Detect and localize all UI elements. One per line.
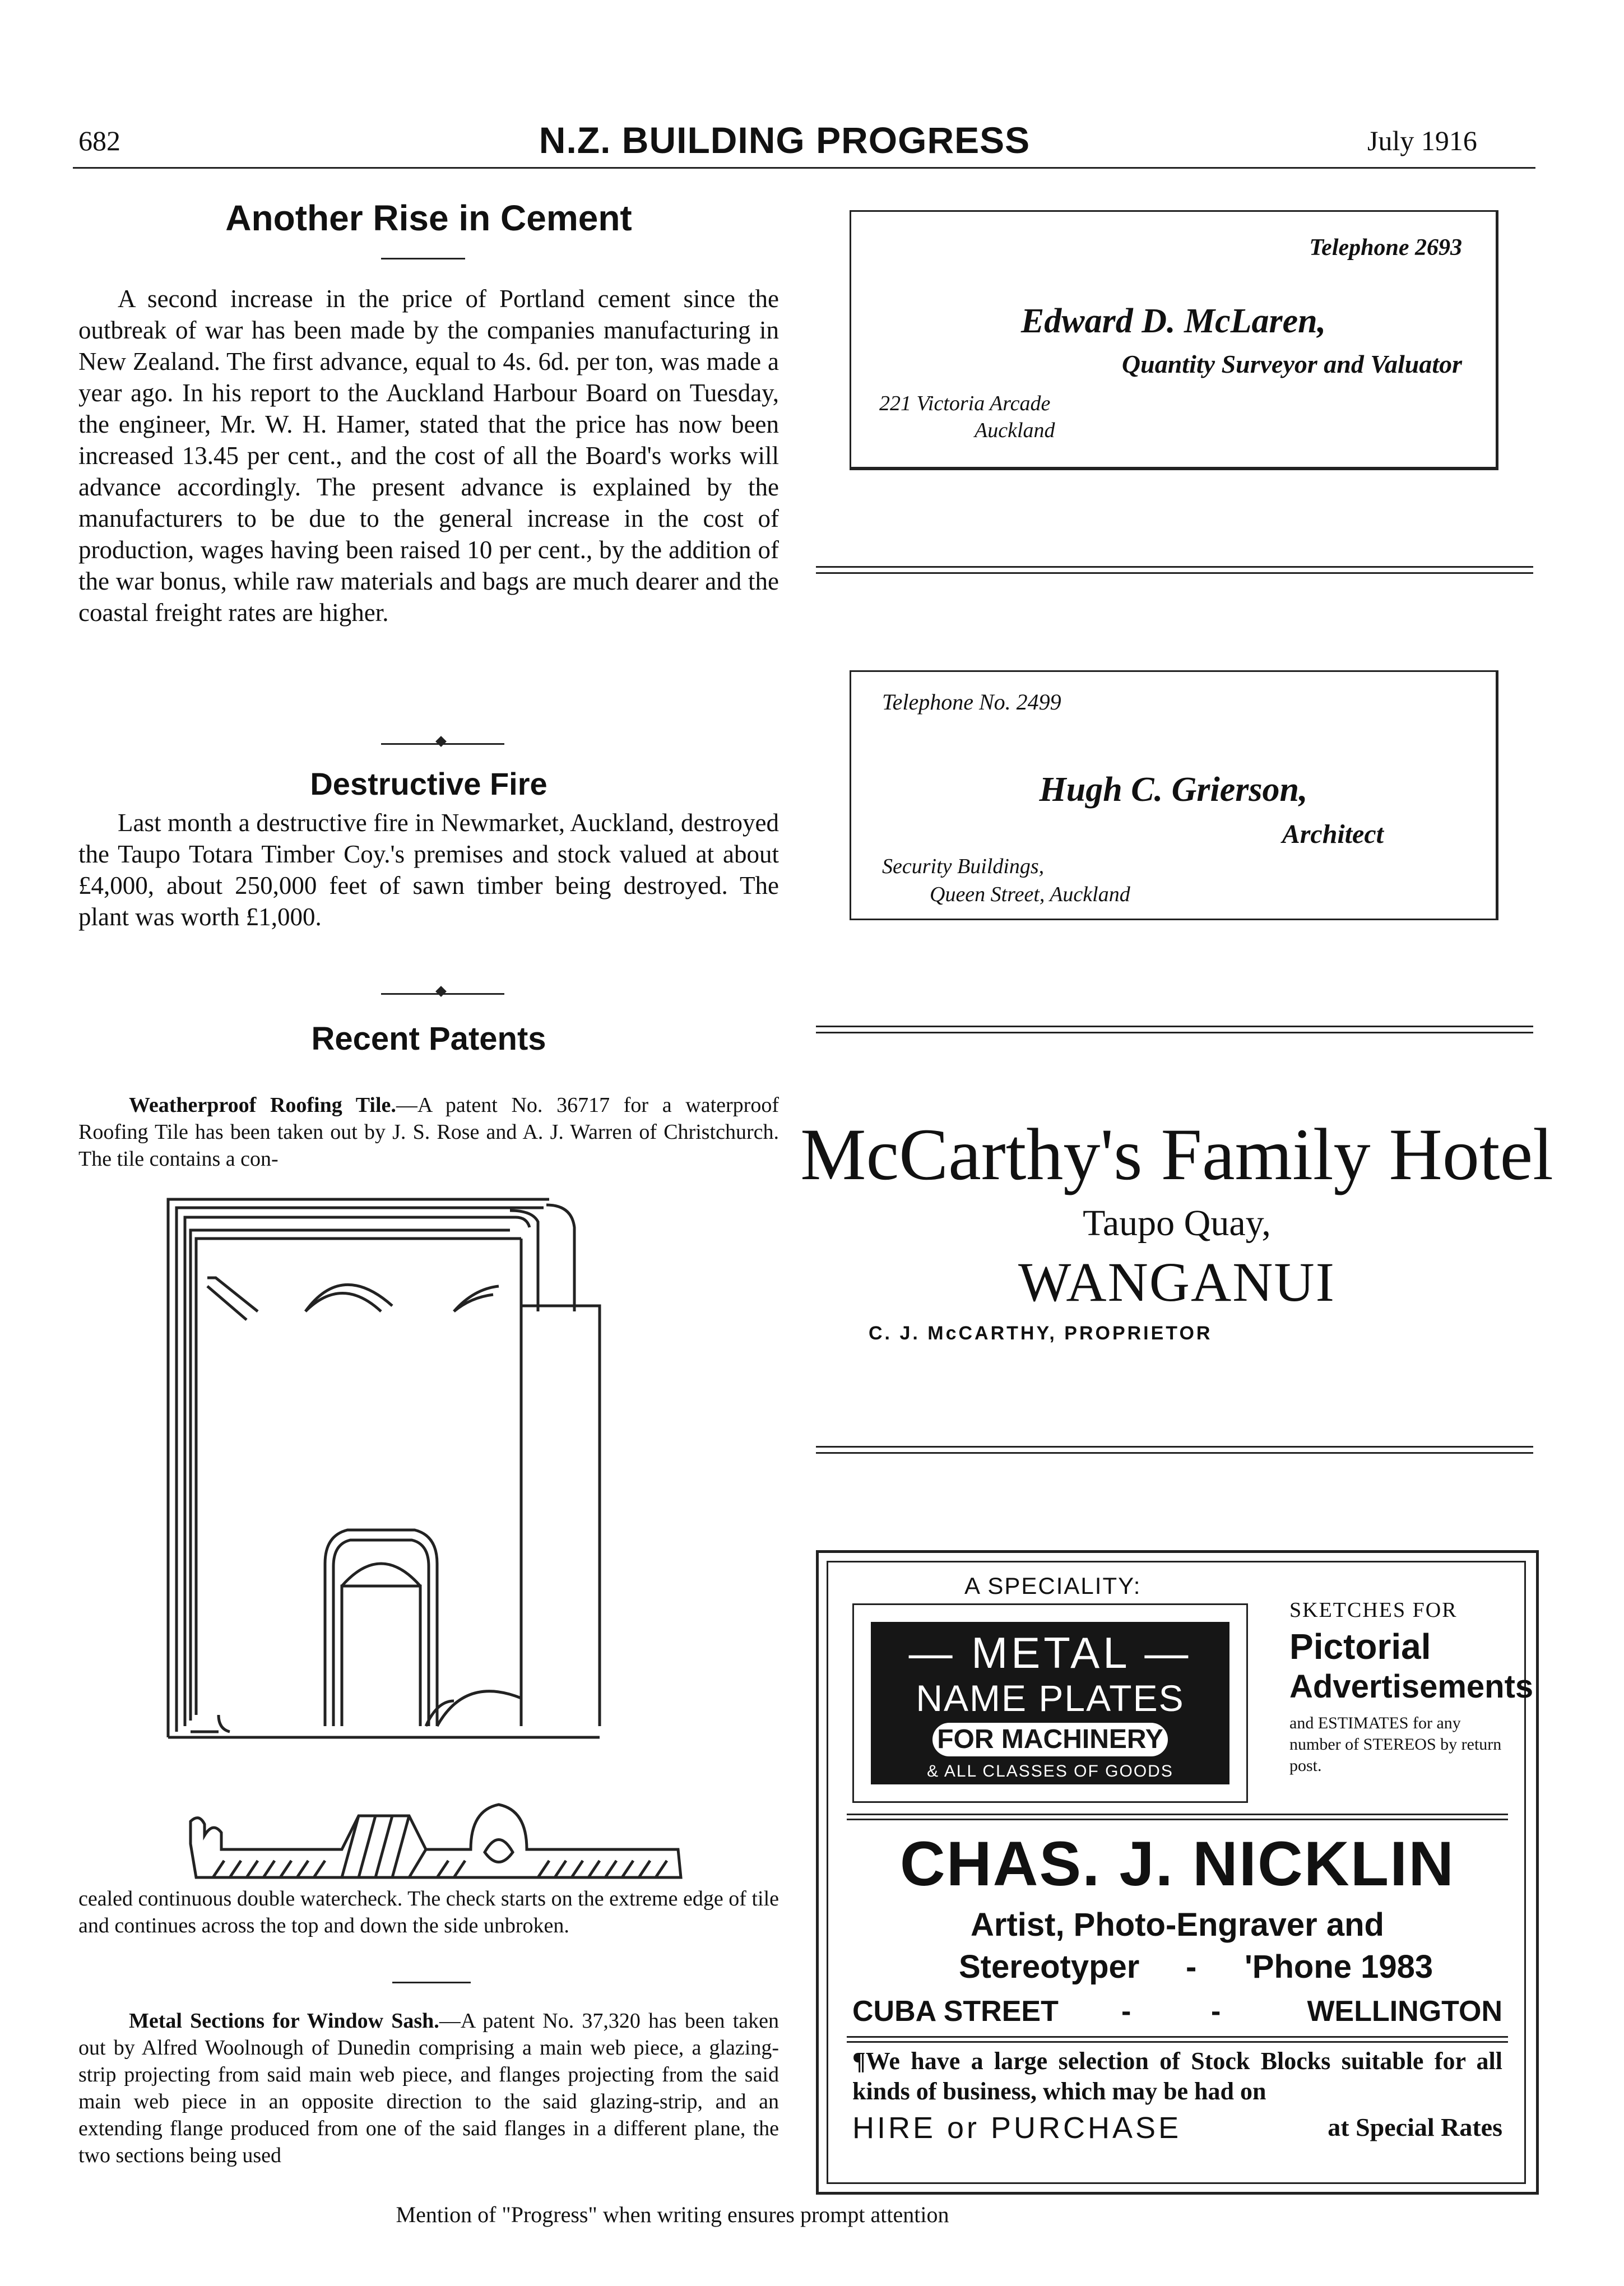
plate-line-2: NAME PLATES — [916, 1677, 1185, 1719]
nicklin-line-1: Artist, Photo-Engraver and — [971, 1907, 1384, 1943]
patent-sash-lead: Metal Sections for Window Sash. — [129, 2009, 439, 2033]
hotel-name: McCarthy's Family Hotel — [800, 1113, 1553, 1195]
ad-nicklin — [816, 1550, 1539, 2195]
rule-between-ads-2 — [816, 1026, 1533, 1033]
nicklin-street: CUBA STREET — [852, 1995, 1059, 2028]
nicklin-rule-2 — [847, 2036, 1508, 2043]
rule-between-ads-3 — [816, 1446, 1533, 1454]
patent-tile-body: —A patent No. 36717 for a waterproof Roofing Tile has been taken out by J. S. Rose and A. J. Warren of Christchurch. The tile contains a con- — [78, 1093, 779, 1171]
grierson-address-1: Security Buildings, — [882, 855, 1045, 878]
nicklin-phone: 'Phone 1983 — [1245, 1949, 1433, 1985]
nicklin-name: CHAS. J. NICKLIN — [899, 1829, 1455, 1899]
header-rule — [73, 167, 1535, 169]
nicklin-stock-blocks: ¶We have a large selection of Stock Blocks suitable for all kinds of business, which may be had on — [852, 2047, 1502, 2105]
cement-body: A second increase in the price of Portland cement since the outbreak of war has been made by the companies manufacturing in New Zealand. The first advance, equal to 4s. 6d. per ton, was made a year ago. In his report to the Auckland Harbour Board on Tuesday, the engineer, Mr. W. H. Hamer, stated that the price has now been increased 13.45 per cent., and the cost of all the Board's works will advance accordingly. The present advance is explained by the manufacturers to be due to the general increase in the cost of production, wages having been raised 10 per cent., by the addition of the war bonus, while raw materials and bags are much dearer and the coastal freight rates are higher. — [78, 285, 779, 627]
nicklin-sketches: SKETCHES FOR — [1289, 1598, 1458, 1622]
patent-tile-continued: cealed continuous double watercheck. The check starts on the extreme edge of tile and continues across the top and down the side unbroken. — [78, 1887, 779, 1937]
cement-title-rule — [381, 258, 465, 259]
plate-line-1: — METAL — — [908, 1628, 1192, 1677]
nicklin-estimates: and ESTIMATES for any number of STEREOS by return post. — [1289, 1714, 1502, 1775]
patent-tile-text — [78, 1092, 779, 1172]
grierson-address-2: Queen Street, Auckland — [930, 883, 1130, 906]
divider-diamond-2 — [435, 986, 447, 997]
hotel-proprietor: C. J. McCARTHY, PROPRIETOR — [869, 1323, 1213, 1344]
patent-divider — [392, 1982, 471, 1983]
nicklin-dash-1: - — [1121, 1995, 1131, 2028]
hotel-street: Taupo Quay, — [1083, 1203, 1271, 1244]
hotel-town: WANGANUI — [1018, 1251, 1335, 1313]
nicklin-pictorial: Pictorial — [1289, 1626, 1431, 1667]
plate-line-3: FOR MACHINERY — [937, 1724, 1163, 1754]
mclaren-address-1: 221 Victoria Arcade — [879, 392, 1051, 415]
issue-date: July 1916 — [1367, 125, 1477, 156]
mclaren-telephone: Telephone 2693 — [1309, 235, 1462, 261]
mclaren-name: Edward D. McLaren, — [1020, 302, 1326, 340]
ad-mclaren — [850, 210, 1498, 470]
nicklin-rule-1 — [847, 1814, 1508, 1820]
cement-title: Another Rise in Cement — [225, 198, 632, 238]
roofing-tile-diagram — [157, 1194, 717, 1905]
plate-line-4: & ALL CLASSES OF GOODS — [927, 1762, 1173, 1780]
mclaren-address-2: Auckland — [975, 419, 1055, 442]
nicklin-advertisements: Advertisements — [1289, 1668, 1534, 1705]
fire-title: Destructive Fire — [310, 766, 547, 801]
patent-sash-text — [78, 2007, 779, 2169]
divider-diamond-1 — [435, 736, 447, 747]
fire-body: Last month a destructive fire in Newmarket, Auckland, destroyed the Taupo Totara Timber Coy.'s premises and stock valued at about £4,000, about 250,000 feet of sawn timber being destroyed. The plant was worth £1,000. — [78, 809, 779, 931]
nicklin-line-2-dash: - — [1186, 1949, 1197, 1985]
nicklin-speciality: A SPECIALITY: — [964, 1573, 1142, 1599]
patent-sash-body: —A patent No. 37,320 has been taken out by Alfred Woolnough of Dunedin comprising a main web piece, a glazing-strip projecting from said main web piece, and flanges projecting from the said main web piece in an opposite direction to the said glazing-strip, and an extending flange produced from one of the said flanges in a different plane, the two sections being used — [78, 2009, 779, 2167]
grierson-profession: Architect — [1282, 819, 1384, 849]
grierson-telephone: Telephone No. 2499 — [882, 689, 1061, 715]
journal-title: N.Z. BUILDING PROGRESS — [539, 119, 1031, 161]
mclaren-profession: Quantity Surveyor and Valuator — [1121, 350, 1462, 378]
grierson-name: Hugh C. Grierson, — [1039, 771, 1308, 809]
nicklin-rates: at Special Rates — [1328, 2113, 1502, 2141]
rule-between-ads-1 — [816, 566, 1533, 574]
nicklin-dash-2: - — [1211, 1995, 1221, 2028]
metal-name-plate — [871, 1622, 1229, 1784]
patent-tile-lead: Weatherproof Roofing Tile. — [129, 1093, 396, 1117]
ad-grierson — [850, 670, 1498, 920]
nicklin-stereotyper: Stereotyper — [959, 1949, 1140, 1985]
patents-title: Recent Patents — [311, 1021, 546, 1057]
footer-notice: Mention of "Progress" when writing ensures prompt attention — [396, 2202, 949, 2227]
page-number: 682 — [78, 125, 120, 156]
nicklin-hire: HIRE or PURCHASE — [852, 2111, 1182, 2145]
nicklin-city: WELLINGTON — [1307, 1995, 1502, 2028]
nicklin-plate-frame — [852, 1603, 1248, 1803]
